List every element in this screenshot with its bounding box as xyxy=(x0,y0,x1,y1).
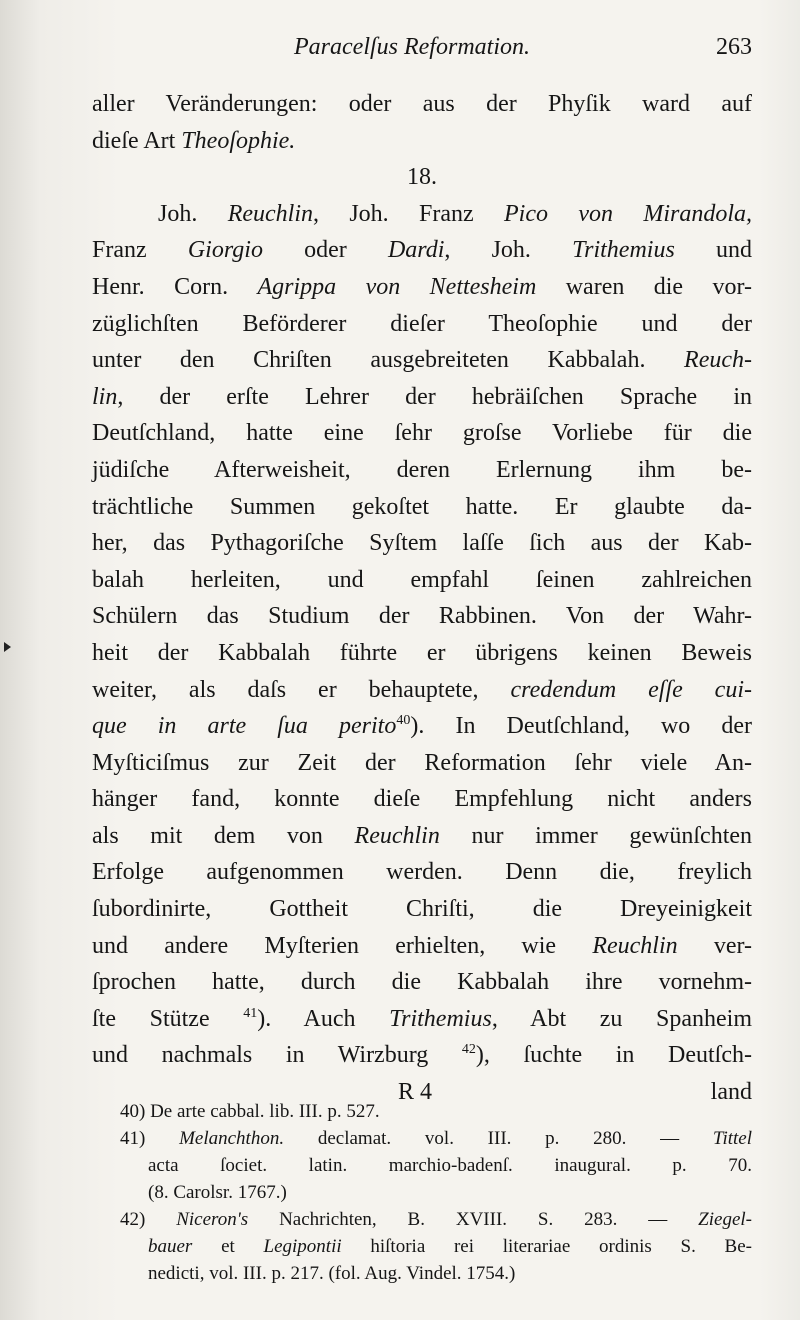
text-line: trächtliche Summen gekoſtet hatte. Er glaubte da- xyxy=(92,493,752,520)
text-line: hänger fand, konnte dieſe Empfehlung nicht anders xyxy=(92,786,752,813)
text-line: Joh. Reuchlin, Joh. Franz Pico von Mirandola, xyxy=(158,200,752,227)
text-line: aller Veränderungen: oder aus der Phyſik ward auf xyxy=(92,91,752,117)
text-line: heit der Kabbalah führte er übrigens keinen Beweis xyxy=(92,639,752,666)
text-line: Henr. Corn. Agrippa von Nettesheim waren die vor- xyxy=(92,273,753,300)
text-line: züglichſten Beförderer dieſer Theoſophie und der xyxy=(92,310,752,337)
main-text xyxy=(92,86,752,1111)
text-line: dieſe Art Theoſophie. xyxy=(92,127,296,154)
footnote-41-cont: (8. Carolsr. 1767.) xyxy=(148,1182,287,1203)
text-line: und nachmals in Wirzburg $^{42}$), ſuchte in Deutſch- xyxy=(92,1042,752,1069)
footnote-ref-41: 41 xyxy=(243,1005,258,1021)
catchword: land xyxy=(710,1079,752,1106)
text-line: her, das Pythagoriſche Syſtem laſſe ſich aus der Kab- xyxy=(92,530,752,557)
text-line: ſprochen hatte, durch die Kabbalah ihre vornehm- xyxy=(92,969,752,996)
text-line: que in arte ſua perito$^{40}$). In Deutſchland, wo der xyxy=(92,713,752,740)
text-line: balah herleiten, und empfahl ſeinen zahlreichen xyxy=(92,566,752,593)
footnote-40: 40) De arte cabbal. lib. III. p. 527. xyxy=(120,1101,380,1122)
footnote-42: 42) Niceron's Nachrichten, B. XVIII. S. 283. — Ziegel- xyxy=(120,1209,752,1230)
text-line: als mit dem von Reuchlin nur immer gewünſchten xyxy=(92,822,753,849)
text-line: lin, der erſte Lehrer der hebräiſchen Sprache in xyxy=(92,383,752,410)
page-header xyxy=(92,30,752,70)
footnote-42-cont: bauer et Legipontii hiſtoria rei literariae ordinis S. Be- xyxy=(148,1236,752,1257)
text-line: Franz Giorgio oder Dardi, Joh. Trithemius und xyxy=(92,237,752,264)
footnote-41: 41) Melanchthon. declamat. vol. III. p. 280. — Tittel xyxy=(120,1128,752,1149)
text-line: Schülern das Studium der Rabbinen. Von der Wahr- xyxy=(92,603,752,630)
text-line: jüdiſche Afterweisheit, deren Erlernung ihm be- xyxy=(92,456,752,483)
text-line: ſubordinirte, Gottheit Chriſti, die Dreyeinigkeit xyxy=(92,896,752,923)
margin-mark xyxy=(4,642,11,652)
footnote-41-cont: acta ſociet. latin. marchio-badenſ. inaugural. p. 70. xyxy=(148,1155,752,1176)
footnote-ref-42: 42 xyxy=(461,1042,476,1058)
signature-mark: R 4 xyxy=(398,1079,433,1106)
section-number: 18. xyxy=(407,164,437,191)
text-line: Erfolge aufgenommen werden. Denn die, freylich xyxy=(92,859,752,886)
footnote-ref-40: 40 xyxy=(396,713,411,729)
running-title: Paracelſus Reformation. xyxy=(294,34,530,60)
text-line: Deutſchland, hatte eine ſehr groſse Vorliebe für die xyxy=(92,420,752,447)
text-line: ſte Stütze $^{41}$). Auch Trithemius, Abt zu Spanheim xyxy=(92,1005,752,1032)
page-number: 263 xyxy=(716,34,752,60)
text-line: Myſticiſmus zur Zeit der Reformation ſehr viele An- xyxy=(92,749,752,776)
footnotes xyxy=(120,1098,752,1287)
text-line: und andere Myſterien erhielten, wie Reuchlin ver- xyxy=(92,932,753,959)
footnote-42-cont: nedicti, vol. III. p. 217. (fol. Aug. Vindel. 1754.) xyxy=(148,1263,516,1284)
text-line: unter den Chriſten ausgebreiteten Kabbalah. Reuch- xyxy=(92,347,752,374)
text-line: weiter, als daſs er behauptete, credendum eſſe cui- xyxy=(92,676,752,703)
